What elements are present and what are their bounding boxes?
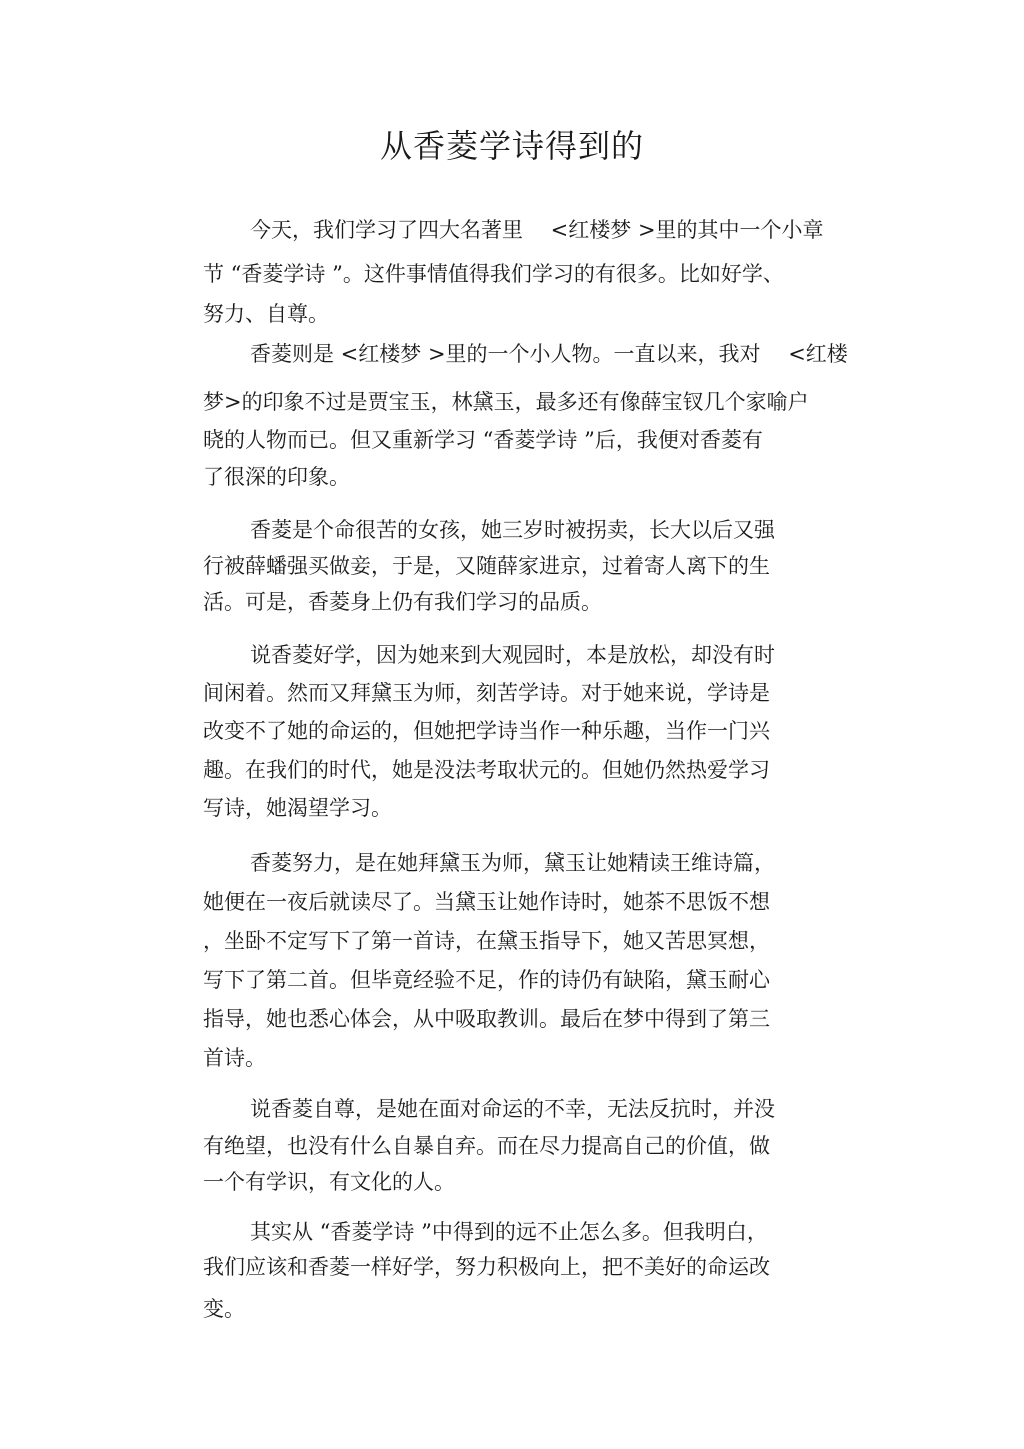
paragraph-3-line-2: 行被薛蟠强买做妾，于是，又随薛家进京，过着寄人离下的生: [203, 554, 770, 578]
paragraph-4-line-1: 说香菱好学，因为她来到大观园时，本是放松，却没有时: [250, 643, 775, 667]
paragraph-5-line-5: 指导，她也悉心体会，从中吸取教训。最后在梦中得到了第三: [203, 1007, 770, 1031]
paragraph-3-line-1: 香菱是个命很苦的女孩，她三岁时被拐卖，长大以后又强: [250, 518, 775, 542]
paragraph-1-line-2: 节 “香菱学诗 ”。这件事情值得我们学习的有很多。比如好学、: [203, 262, 784, 286]
paragraph-6-line-2: 有绝望，也没有什么自暴自弃。而在尽力提高自己的价值，做: [203, 1134, 770, 1158]
paragraph-1-line-1: 今天，我们学习了四大名著里 <红楼梦 >里的其中一个小章: [250, 218, 824, 242]
paragraph-4-line-4: 趣。在我们的时代，她是没法考取状元的。但她仍然热爱学习: [203, 758, 770, 782]
paragraph-5-line-1: 香菱努力，是在她拜黛玉为师，黛玉让她精读王维诗篇，: [250, 851, 775, 875]
paragraph-2-line-3: 晓的人物而已。但又重新学习 “香菱学诗 ”后，我便对香菱有: [203, 428, 763, 452]
paragraph-5-line-4: 写下了第二首。但毕竟经验不足，作的诗仍有缺陷，黛玉耐心: [203, 968, 770, 992]
paragraph-5-line-2: 她便在一夜后就读尽了。当黛玉让她作诗时，她茶不思饭不想: [203, 890, 770, 914]
paragraph-5-line-6: 首诗。: [203, 1046, 266, 1070]
paragraph-4-line-5: 写诗，她渴望学习。: [203, 796, 392, 820]
paragraph-7-line-2: 我们应该和香菱一样好学，努力积极向上，把不美好的命运改: [203, 1255, 770, 1279]
paragraph-2-line-1: 香菱则是 <红楼梦 >里的一个小人物。一直以来，我对 <红楼: [250, 342, 848, 366]
paragraph-5-line-3: ，坐卧不定写下了第一首诗，在黛玉指导下，她又苦思冥想，: [203, 929, 770, 953]
paragraph-2-line-4: 了很深的印象。: [203, 465, 350, 489]
paragraph-6-line-3: 一个有学识，有文化的人。: [203, 1170, 455, 1194]
paragraph-6-line-1: 说香菱自尊，是她在面对命运的不幸，无法反抗时，并没: [250, 1097, 775, 1121]
paragraph-1-line-3: 努力、自尊。: [203, 302, 329, 326]
paragraph-7-line-1: 其实从 “香菱学诗 ”中得到的远不止怎么多。但我明白，: [250, 1220, 768, 1244]
paragraph-4-line-3: 改变不了她的命运的，但她把学诗当作一种乐趣，当作一门兴: [203, 719, 770, 743]
paragraph-7-line-3: 变。: [203, 1297, 245, 1321]
paragraph-3-line-3: 活。可是，香菱身上仍有我们学习的品质。: [203, 590, 602, 614]
paragraph-4-line-2: 间闲着。然而又拜黛玉为师，刻苦学诗。对于她来说，学诗是: [203, 681, 770, 705]
page-title: 从香菱学诗得到的: [379, 127, 644, 165]
paragraph-2-line-2: 梦>的印象不过是贾宝玉，林黛玉，最多还有像薛宝钗几个家喻户: [203, 390, 809, 414]
